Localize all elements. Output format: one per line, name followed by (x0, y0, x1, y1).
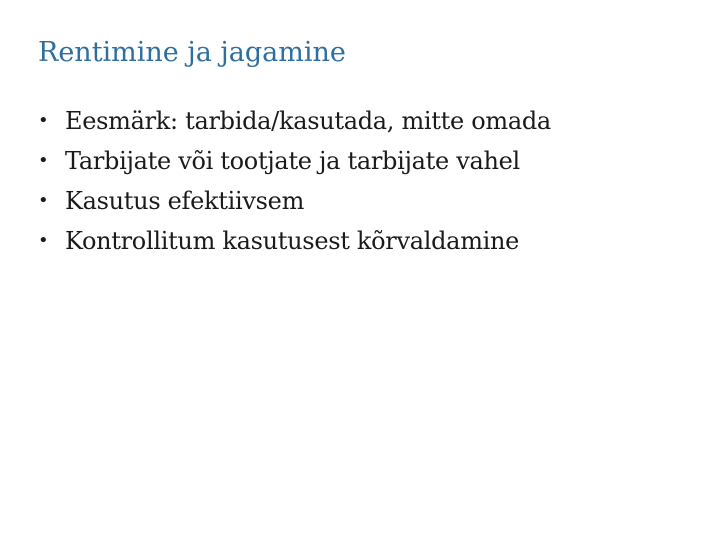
slide-title: Rentimine ja jagamine (38, 37, 346, 68)
bullet-text: Eesmärk: tarbida/kasutada, mitte omada (65, 107, 551, 135)
bullet-text: Kontrollitum kasutusest kõrvaldamine (65, 227, 520, 255)
bullet-icon: • (38, 230, 49, 251)
bullet-icon: • (38, 150, 49, 171)
bullet-icon: • (38, 190, 49, 211)
bullet-text: Tarbijate või tootjate ja tarbijate vahel (65, 147, 520, 175)
bullet-text: Kasutus efektiivsem (65, 187, 305, 215)
bullet-icon: • (38, 110, 49, 131)
